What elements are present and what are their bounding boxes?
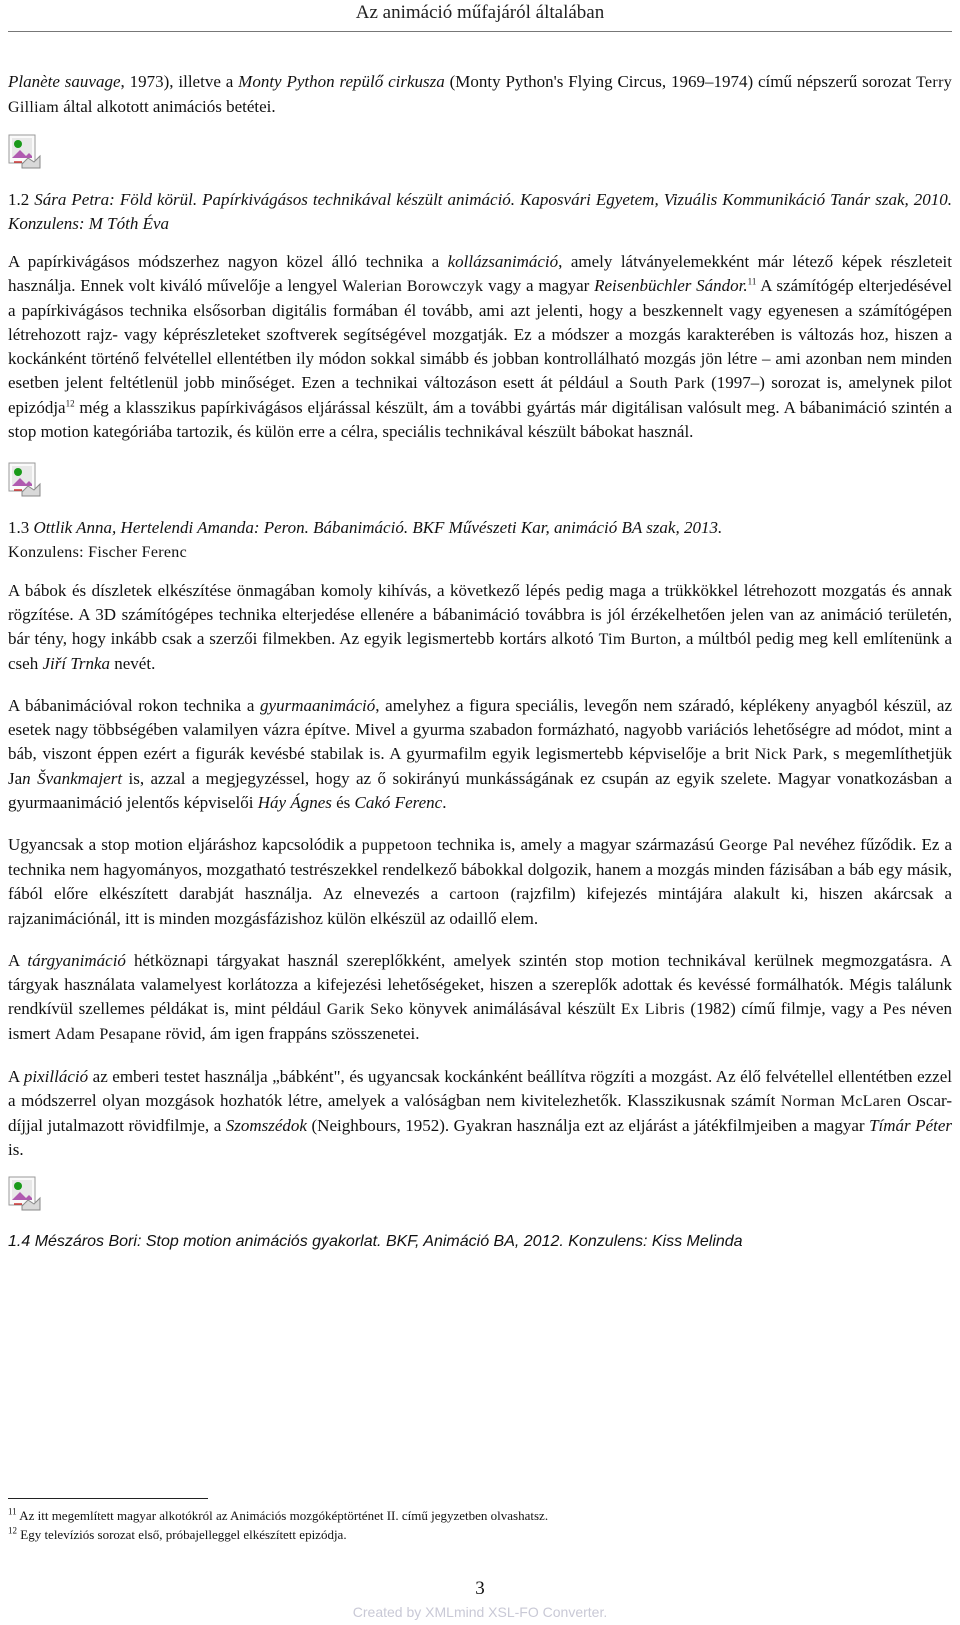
text-run: A	[8, 1067, 24, 1086]
text-run: A számítógép elterjedésével a papírkivágásos technika elsősorban digitális formában él tovább, ami azt jelenti, hogy a beszkennelt vagy egyenesen a számítógépen létrehozott rajz- vagy képrészleteket szoftverek segítségével mozgatják. Ez a módszer a mozgás karakterében is változás hoz, hiszen a kockánként történő felvétellel ellentétben ily módon sokkal simább és jobban kontrollálható mozgás jön létre – ami azonban nem minden esetben jelent feltétlenül jobb minőséget. Ezen a technikai változáson esett át például a	[8, 276, 952, 392]
person-name: Tímár Péter	[869, 1116, 952, 1135]
person-name: Adam Pesapane	[54, 1026, 162, 1043]
text-run: technika is, amely a magyar származású	[432, 835, 720, 854]
text-run: , a múltból pedig meg kell említenünk a cseh	[8, 629, 953, 673]
paragraph-collage	[8, 250, 952, 444]
text-run: könyvek animálásával készült	[403, 999, 621, 1018]
caption-number: 1.2	[8, 190, 35, 209]
text-run: is, azzal a megjegyzéssel, hogy az ő sokirányú munkásságának ez csupán az egyik szelete. Magyar vonatkozásban a gyurmaanimáció jelentős képviselői	[8, 769, 952, 812]
footnote-divider	[8, 1498, 208, 1499]
caption-text: Sára Petra: Föld körül. Papírkivágásos technikával készült animáció. Kaposvári Egyetem, Vizuális Kommunikáció Tanár szak, 2010. Konzulens: M Tóth Éva	[8, 190, 952, 233]
text-run: A papírkivágásos módszerhez nagyon közel álló technika a	[8, 252, 448, 271]
credit-suffix: .	[603, 1604, 608, 1620]
person-name: Háy Ágnes	[257, 793, 332, 812]
text-run: hétköznapi tárgyakat használ szereplőkként, amelyek szintén stop motion technikával kerülnek megmozgatásra. A tárgyak használata valamelyest korlátozza a kifejezési lehetőségeket, hiszen a szereplők adottak és kevéssé formálhatók. Mégis találunk rendkívül szellemes példákat is, mint például	[8, 951, 952, 1018]
page-content	[8, 70, 952, 1268]
term: gyurmaanimáció	[260, 696, 376, 715]
header-divider	[8, 31, 952, 32]
person-name: Terry Gilliam	[8, 74, 952, 116]
text-run: Ugyancsak a stop motion eljáráshoz kapcsolódik a	[8, 835, 362, 854]
paragraph-object-animation	[8, 949, 952, 1047]
film-title: Szomszédok	[225, 1116, 307, 1135]
text-run: nevéhez fűződik. Ez a technika nem hagyományos, mozgatható testrészekkel rendelkező bábokkal dolgozik, hanem a mozgás minden fázisában a báb egy másik, fából előre elkészített darabját használja. Az elnevezés a	[8, 835, 953, 903]
person-name: Tim Burton	[598, 631, 677, 648]
credit-prefix: Created by	[352, 1604, 426, 1620]
paragraph-intro	[8, 70, 952, 120]
text-run: .	[442, 793, 447, 812]
text-run: (1982) című filmje, vagy a	[684, 999, 883, 1018]
converter-credit	[0, 1604, 960, 1620]
text-run: (1997–) sorozat is, amelynek pilot epizódja	[8, 373, 952, 417]
footnote-text: Az itt megemlített magyar alkotókról az Animációs mozgóképtörténet II. című jegyzetben olvashatsz.	[16, 1508, 549, 1523]
term: tárgyanimáció	[27, 951, 126, 970]
text-run: az emberi testet használja „bábként", és ugyancsak kockánként beállítva rögzíti a mozgást. Az élő felvétellel ellentétben ezzel a módszerrel olyan mozgások hozhatók létre, amelyek a valóságban nem kivitelezhetők. Klasszikusnak számít	[8, 1067, 952, 1110]
caption-consultant: Konzulens: Fischer Ferenc	[8, 544, 188, 561]
person-name: Cakó Ferenc	[354, 793, 443, 812]
text-run: is.	[8, 1140, 24, 1159]
caption-text: 1.4 Mészáros Bori: Stop motion animációs gyakorlat. BKF, Animáció BA, 2012. Konzulens: Kiss Melinda	[8, 1233, 743, 1250]
footnote-ref[interactable]: 12	[65, 398, 75, 409]
text-run: Oscar-díjjal jutalmazott rövidfilmje, a	[8, 1091, 952, 1135]
text-run: által alkotott animációs betétei.	[58, 97, 276, 116]
page-number: 3	[475, 1578, 485, 1599]
running-title: Az animáció műfajáról általában	[355, 2, 605, 23]
caption-text: Ottlik Anna, Hertelendi Amanda: Peron. Bábanimáció. BKF Művészeti Kar, animáció BA szak, 2013.	[33, 518, 723, 537]
figure-caption-1-3	[8, 516, 952, 565]
person-name: Walerian Borowczyk	[342, 278, 484, 295]
text-run: , amely látványelemekként már létező képek részleteit használja. Ennek volt kiváló művelője a lengyel	[8, 252, 952, 295]
text-run: A bábanimációval rokon technika a	[8, 696, 261, 715]
footnote-ref[interactable]: 11	[747, 276, 757, 287]
text-run: , 1973), illetve a	[120, 72, 239, 91]
figure-caption-1-2	[8, 188, 952, 236]
person-name: Garik Seko	[326, 1001, 404, 1018]
term: pixilláció	[23, 1067, 89, 1086]
page-header	[0, 0, 960, 36]
text-run: A bábok és díszletek elkészítése önmagában komoly kihívás, a következő lépés pedig maga a trükkökkel létrehozott mozgatás és annak rögzítése. A 3D számítógépes technika elterjedése ellenére a bábanimáció továbbra is jól érzékelhetően jelen van az animáció területén, bár tény, hogy inkább csak a szerzői filmekben. Az egyik legismertebb kortárs alkotó	[8, 581, 952, 648]
footnote-number: 12	[8, 1525, 17, 1536]
film-title: Ex Libris	[620, 1001, 685, 1018]
text-run: (Monty Python's Flying Circus, 1969–1974) című népszerű sorozat	[444, 72, 917, 91]
broken-image-icon	[8, 462, 42, 498]
text-run: A	[8, 951, 28, 970]
person-name: Pes	[882, 1001, 906, 1018]
footnote-text: Egy televíziós sorozat első, próbajelleggel elkészített epizódja.	[17, 1527, 347, 1542]
person-name: Jiří Trnka	[42, 654, 111, 673]
paragraph-claymation	[8, 694, 952, 815]
text-run: , s megemlíthetjük Ja	[8, 744, 952, 788]
footnote-11	[8, 1506, 952, 1525]
term: puppetoon	[361, 837, 433, 854]
term: kollázsanimáció	[447, 252, 559, 271]
footnote-12	[8, 1525, 952, 1544]
broken-image-icon	[8, 134, 42, 170]
person-name: George Pal	[719, 837, 795, 854]
text-run: nevét.	[110, 654, 156, 673]
text-run: még a klasszikus papírkivágásos eljárással készült, ám a további gyártás már digitálisan valósult meg. A bábanimáció szintén a stop motion kategóriába tartozik, és külön erre a célra, speciális technikával készült bábokat használ.	[8, 398, 952, 441]
figure-caption-1-4	[8, 1230, 952, 1254]
text-run: vagy a magyar	[483, 276, 595, 295]
paragraph-pixilation	[8, 1065, 952, 1162]
film-title: Planète sauvage	[8, 72, 121, 91]
person-name: Norman McLaren	[780, 1093, 902, 1110]
text-run: rövid, ám igen frappáns szösszenetei.	[161, 1024, 420, 1043]
paragraph-puppet	[8, 579, 952, 676]
text-run: néven ismert	[8, 999, 952, 1043]
footnotes	[8, 1506, 952, 1544]
text-run: (rajzfilm) kifejezés mintájára alakult ki, hiszen akárcsak a rajzanimációnál, itt is minden mozgásfázishoz külön elkészül az odaillő elem.	[8, 884, 952, 928]
text-run: (Neighbours, 1952). Gyakran használja ezt az eljárást a játékfilmjeiben a magyar	[306, 1116, 870, 1135]
person-name: Reisenbüchler Sándor.	[594, 276, 748, 295]
caption-number: 1.3	[8, 518, 34, 537]
person-name: Nick Park	[754, 746, 824, 763]
text-run: és	[331, 793, 355, 812]
series-title: Monty Python repülő cirkusza	[238, 72, 445, 91]
converter-brand-link[interactable]: XMLmind XSL-FO Converter	[425, 1604, 604, 1620]
series-title: South Park	[629, 375, 705, 392]
footnote-number: 11	[8, 1506, 17, 1517]
term: cartoon	[449, 886, 500, 903]
text-run: , amelyhez a figura speciális, levegőn nem száradó, képlékeny anyagból készül, az esetek nagy többségében valamilyen vázra építve. Mivel a gyurma szabadon formázható, nagyobb variációs lehetőségre ad módot, mint a báb, viszont éppen ezért a figurák kevésbé stabilak is. A gyurmafilm egyik legismertebb képviselője a brit	[8, 696, 952, 763]
person-name: n Švankmajert	[22, 769, 123, 788]
paragraph-puppetoon	[8, 833, 952, 931]
broken-image-icon	[8, 1176, 42, 1212]
